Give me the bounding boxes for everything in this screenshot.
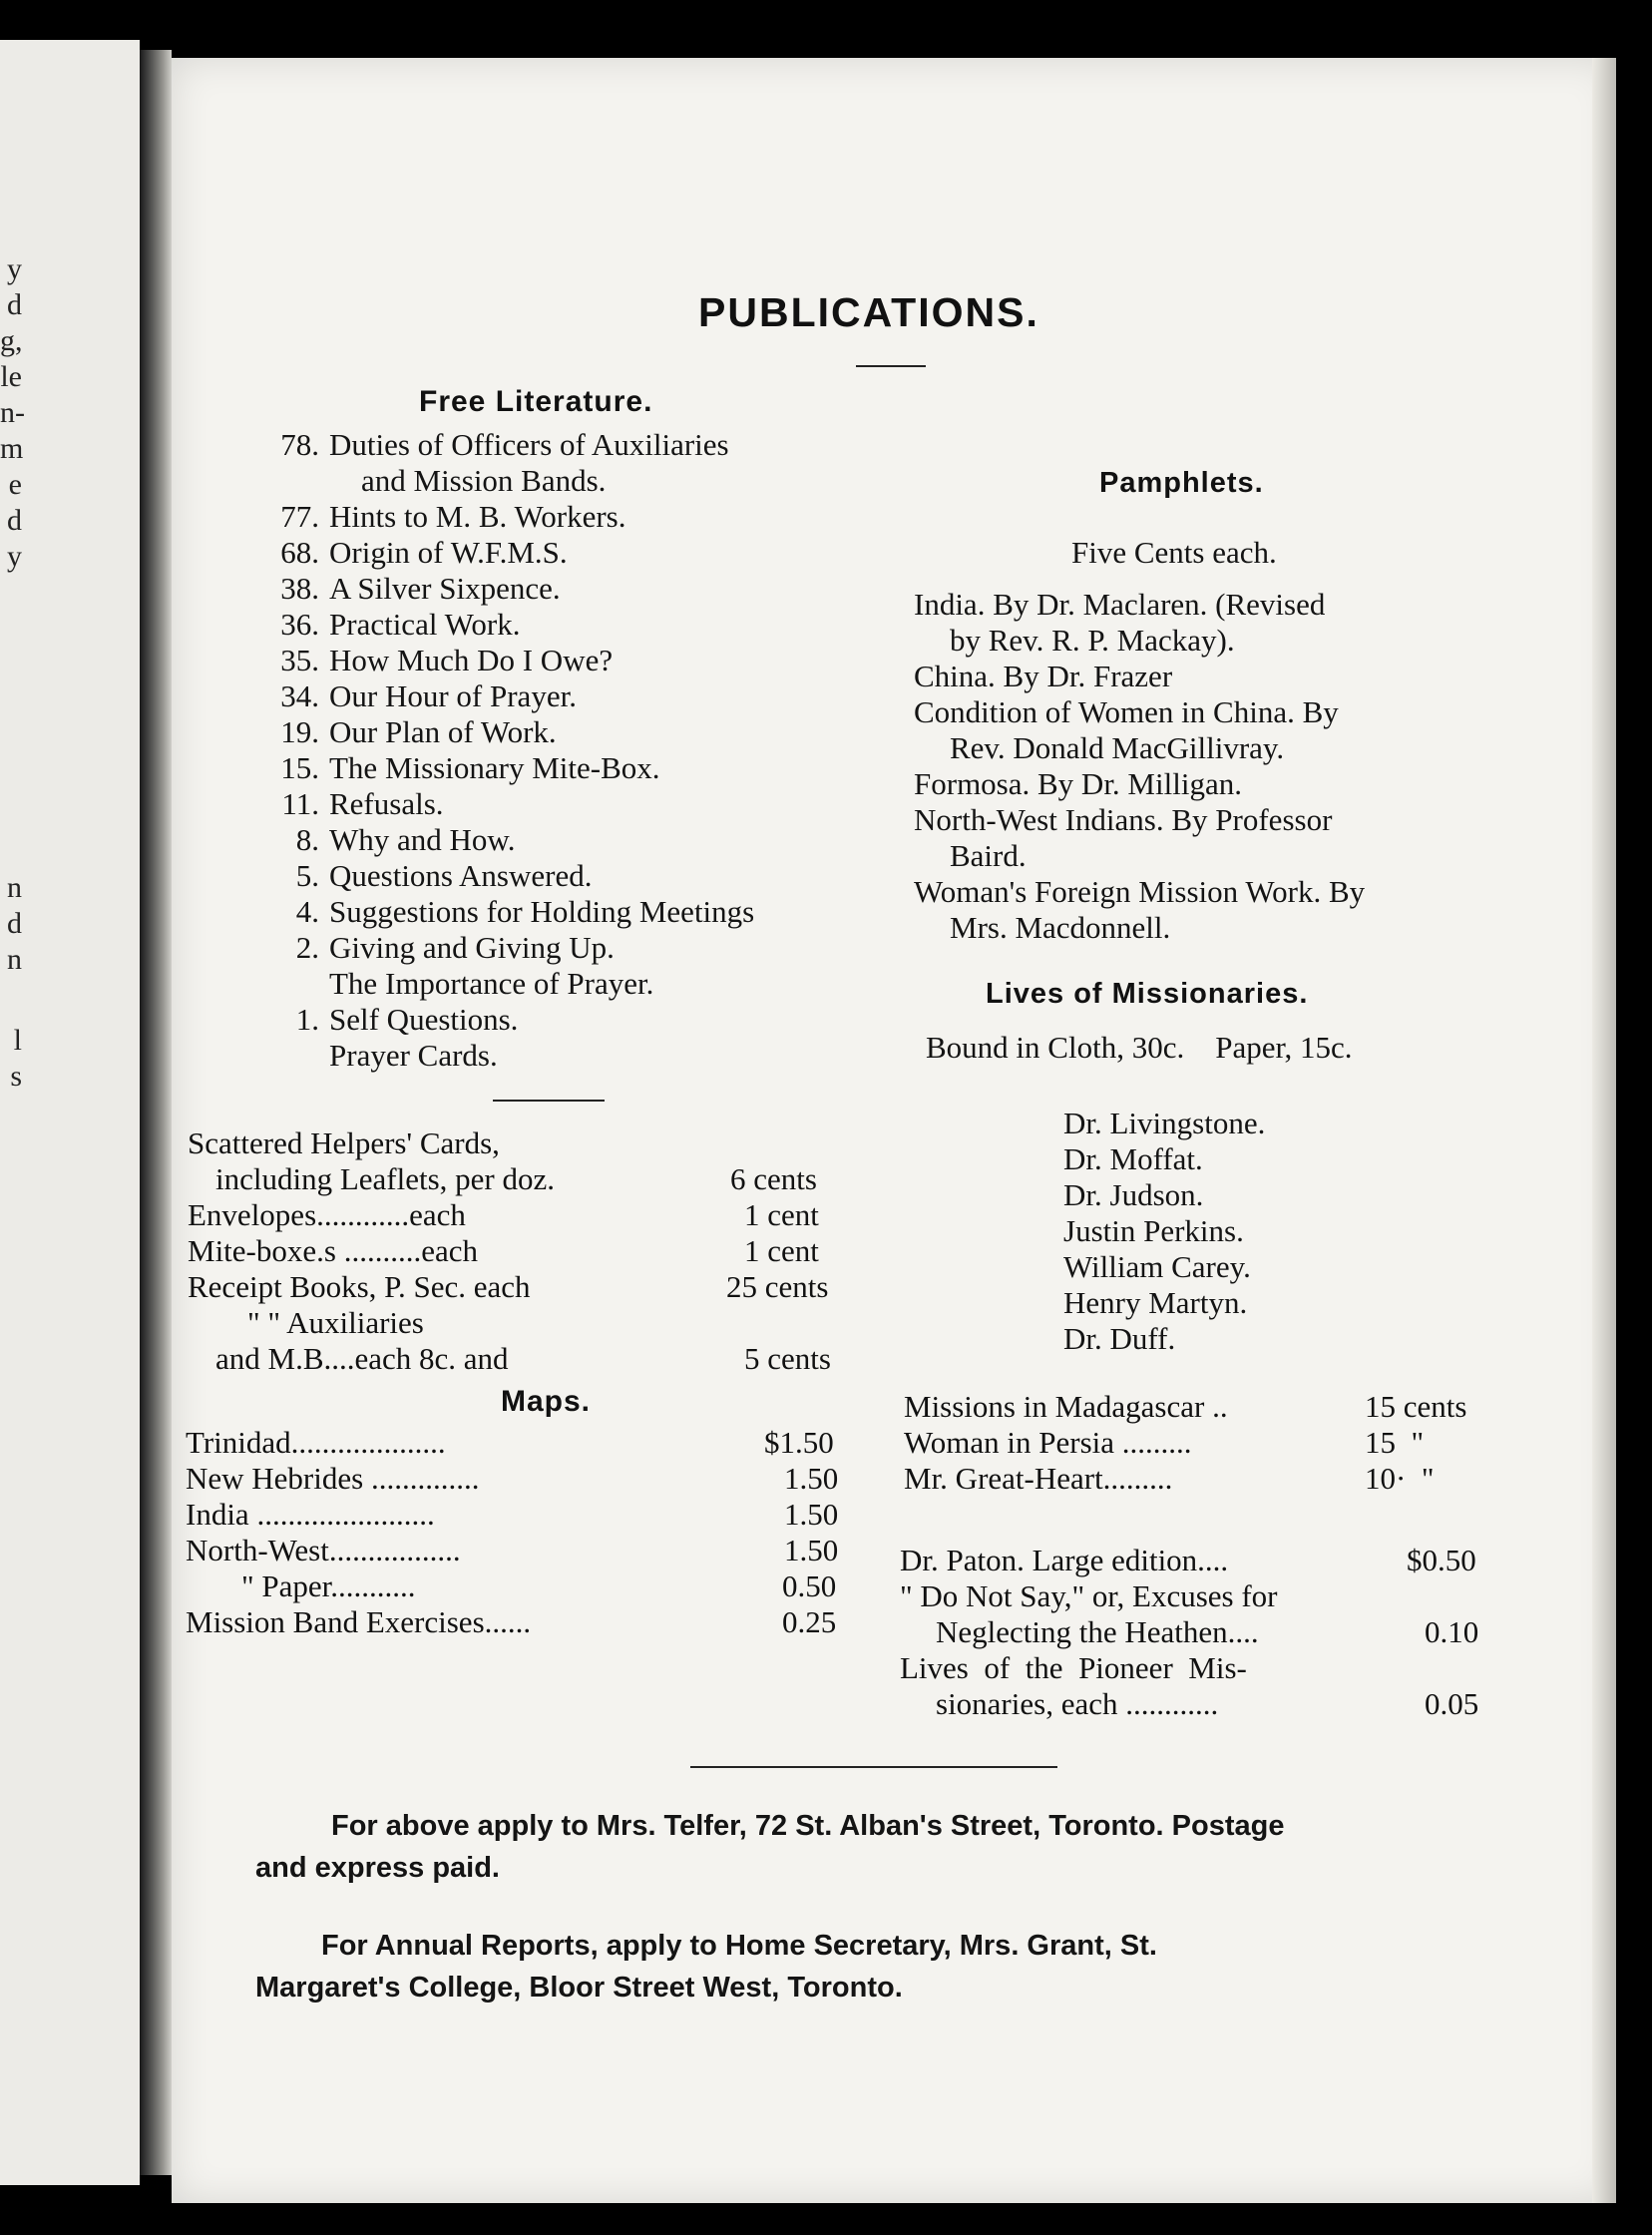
item-number: 68.	[280, 535, 319, 570]
prev-page-fragment: l	[13, 1024, 22, 1057]
maps-heading: Maps.	[501, 1385, 592, 1418]
item-number: 77.	[280, 499, 319, 534]
list-item	[271, 1038, 498, 1074]
item-number: 34.	[280, 678, 319, 713]
list-item: Dr. Judson.	[1063, 1177, 1204, 1212]
list-item: including Leaflets, per doz.	[215, 1161, 556, 1196]
list-item: New Hebrides ..............	[186, 1461, 480, 1496]
item-number: 38.	[280, 571, 319, 606]
item-price: 0.50	[782, 1568, 837, 1603]
list-item: Mite-boxe.s ..........each	[188, 1233, 478, 1268]
list-item: India .......................	[186, 1497, 435, 1532]
list-item: Condition of Women in China. By	[914, 694, 1339, 729]
item-number: 36.	[280, 607, 319, 642]
free-literature-heading: Free Literature.	[419, 385, 653, 418]
list-item: " Do Not Say," or, Excuses for	[900, 1578, 1278, 1613]
list-item	[271, 822, 516, 858]
prev-page-fragment: g,	[0, 324, 23, 357]
item-number: 5.	[295, 858, 319, 893]
item-text: The Missionary Mite-Box.	[329, 750, 660, 785]
list-item	[271, 463, 606, 499]
item-price: 1 cent	[744, 1197, 819, 1232]
item-number: 1.	[295, 1002, 319, 1037]
item-price: $0.50	[1407, 1543, 1476, 1577]
prev-page-fragment: d	[7, 504, 22, 537]
list-item	[271, 571, 561, 607]
list-item: Dr. Livingstone.	[1063, 1106, 1266, 1140]
item-number: 78.	[280, 427, 319, 462]
list-item: William Carey.	[1063, 1249, 1251, 1284]
item-price: 6 cents	[730, 1161, 817, 1196]
prev-page-fragment: y	[7, 252, 22, 285]
list-item: Trinidad....................	[186, 1425, 446, 1460]
list-item	[271, 750, 660, 786]
list-item	[271, 786, 444, 822]
list-item: North-West.................	[186, 1533, 461, 1567]
item-number: 15.	[280, 750, 319, 785]
prev-page-fragment: e	[8, 468, 22, 501]
prev-page-fragment: n	[7, 871, 22, 904]
prev-page-fragment: m	[0, 432, 24, 465]
item-number: 4.	[295, 894, 319, 929]
list-item	[271, 714, 557, 750]
item-number: 8.	[295, 822, 319, 857]
item-text: Practical Work.	[329, 607, 521, 642]
book-gutter	[140, 50, 172, 2175]
prev-page-fragment: n-	[0, 396, 25, 429]
list-item: Dr. Moffat.	[1063, 1141, 1203, 1176]
list-item: " Paper...........	[241, 1568, 416, 1603]
lives-heading: Lives of Missionaries.	[986, 978, 1309, 1010]
list-item: Envelopes............each	[188, 1197, 466, 1232]
list-item	[271, 930, 615, 966]
list-item: Scattered Helpers' Cards,	[188, 1125, 500, 1160]
list-item: Missions in Madagascar ..	[904, 1389, 1228, 1424]
item-price: 1.50	[784, 1497, 839, 1532]
item-text: and Mission Bands.	[361, 463, 607, 498]
section-rule	[493, 1100, 605, 1102]
footer-note-line: For Annual Reports, apply to Home Secretary, Mrs. Grant, St.	[321, 1930, 1157, 1962]
prev-page-fragment: d	[7, 288, 22, 321]
item-text: Duties of Officers of Auxiliaries	[329, 427, 729, 462]
item-text: Our Hour of Prayer.	[329, 678, 577, 713]
prev-page-fragment: s	[10, 1060, 22, 1093]
item-price: 5 cents	[744, 1341, 831, 1376]
item-price: 0.05	[1425, 1686, 1479, 1721]
list-item	[271, 858, 592, 894]
list-item	[271, 894, 754, 930]
pamphlets-subheading: Five Cents each.	[1071, 535, 1277, 570]
footer-note-line: For above apply to Mrs. Telfer, 72 St. Alban's Street, Toronto. Postage	[331, 1810, 1285, 1842]
item-price: 15 cents	[1365, 1389, 1467, 1424]
document-page	[172, 58, 1616, 2203]
list-item	[271, 643, 613, 678]
list-item: by Rev. R. P. Mackay).	[950, 623, 1235, 658]
item-text: Refusals.	[329, 786, 444, 821]
footer-note-line: and express paid.	[255, 1852, 500, 1884]
list-item: " " Auxiliaries	[247, 1305, 424, 1340]
list-item: India. By Dr. Maclaren. (Revised	[914, 587, 1326, 622]
item-price: 15 "	[1365, 1425, 1425, 1460]
list-item: Baird.	[950, 838, 1027, 873]
list-item: Mission Band Exercises......	[186, 1604, 532, 1639]
item-price: 25 cents	[726, 1269, 829, 1304]
list-item: Neglecting the Heathen....	[936, 1614, 1259, 1649]
item-text: Questions Answered.	[329, 858, 593, 893]
list-item	[271, 607, 520, 643]
list-item: Justin Perkins.	[1063, 1213, 1244, 1248]
list-item: sionaries, each ............	[936, 1686, 1219, 1721]
list-item: China. By Dr. Frazer	[914, 659, 1173, 693]
prev-page-fragment: n	[7, 943, 22, 976]
list-item: Dr. Paton. Large edition....	[900, 1543, 1229, 1577]
item-text: Self Questions.	[329, 1002, 519, 1037]
item-price: 1 cent	[744, 1233, 819, 1268]
previous-page-edge	[0, 40, 140, 2185]
list-item: Mr. Great-Heart.........	[904, 1461, 1173, 1496]
item-price: $1.50	[764, 1425, 834, 1460]
prev-page-fragment: d	[7, 907, 22, 940]
item-text: How Much Do I Owe?	[329, 643, 614, 677]
list-item: Rev. Donald MacGillivray.	[950, 730, 1285, 765]
page-title: PUBLICATIONS.	[698, 289, 1039, 335]
list-item	[271, 966, 653, 1002]
item-number: 2.	[295, 930, 319, 965]
list-item: and M.B....each 8c. and	[215, 1341, 509, 1376]
list-item: North-West Indians. By Professor	[914, 802, 1333, 837]
item-text: A Silver Sixpence.	[329, 571, 561, 606]
footer-note-line: Margaret's College, Bloor Street West, Toronto.	[255, 1972, 903, 2004]
title-rule	[856, 365, 926, 367]
item-text: Hints to M. B. Workers.	[329, 499, 626, 534]
item-text: The Importance of Prayer.	[329, 966, 654, 1001]
footer-rule	[690, 1766, 1057, 1768]
item-price: 1.50	[784, 1533, 839, 1567]
item-text: Why and How.	[329, 822, 516, 857]
list-item: Dr. Duff.	[1063, 1321, 1176, 1356]
item-price: 0.25	[782, 1604, 837, 1639]
list-item	[271, 427, 729, 463]
item-text: Suggestions for Holding Meetings	[329, 894, 755, 929]
item-text: Our Plan of Work.	[329, 714, 557, 749]
lives-binding-prices: Bound in Cloth, 30c. Paper, 15c.	[926, 1030, 1353, 1065]
prev-page-fragment: le	[0, 360, 22, 393]
item-price: 10· "	[1365, 1461, 1435, 1496]
pamphlets-heading: Pamphlets.	[1099, 467, 1264, 499]
page-edge	[1592, 58, 1616, 2203]
item-text: Prayer Cards.	[329, 1038, 498, 1073]
list-item: Formosa. By Dr. Milligan.	[914, 766, 1242, 801]
list-item: Woman's Foreign Mission Work. By	[914, 874, 1366, 909]
list-item	[271, 535, 568, 571]
item-number: 19.	[280, 714, 319, 749]
list-item: Woman in Persia .........	[904, 1425, 1192, 1460]
list-item: Lives of the Pioneer Mis-	[900, 1650, 1247, 1685]
item-number: 35.	[280, 643, 319, 677]
list-item	[271, 678, 577, 714]
list-item: Receipt Books, P. Sec. each	[188, 1269, 531, 1304]
list-item	[271, 1002, 518, 1038]
list-item: Henry Martyn.	[1063, 1285, 1248, 1320]
item-price: 0.10	[1425, 1614, 1479, 1649]
item-text: Origin of W.F.M.S.	[329, 535, 568, 570]
list-item: Mrs. Macdonnell.	[950, 910, 1171, 945]
prev-page-fragment: y	[7, 540, 22, 573]
item-number: 11.	[281, 786, 319, 821]
item-price: 1.50	[784, 1461, 839, 1496]
item-text: Giving and Giving Up.	[329, 930, 615, 965]
list-item	[271, 499, 625, 535]
